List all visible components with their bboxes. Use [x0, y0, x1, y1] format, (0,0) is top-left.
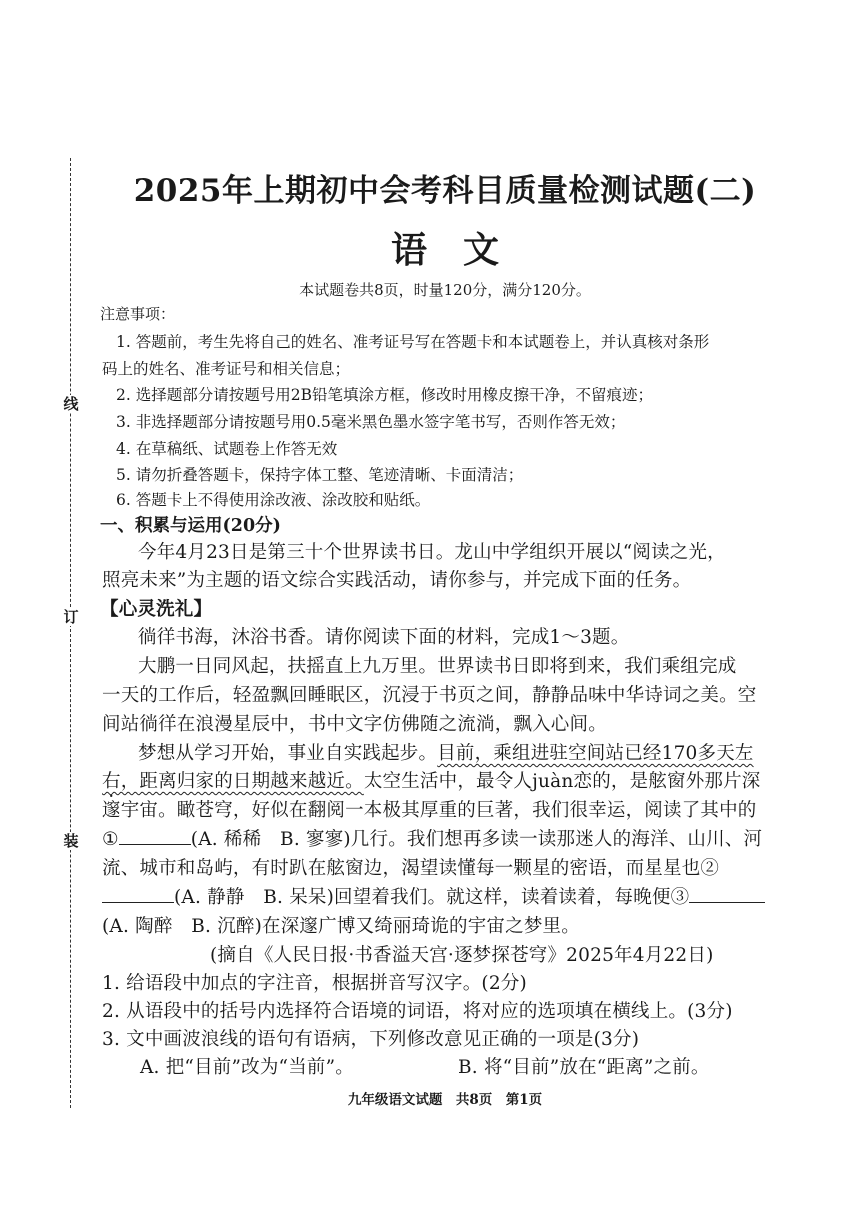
binding-line: [70, 158, 71, 1108]
option-b[interactable]: B. 将“目前”放在“距离”之前。: [458, 1057, 710, 1078]
passage-text: (A. 静静 B. 呆呆)回望着我们。就这样，读着读着，每晚便③: [174, 887, 690, 908]
page-footer: 九年级语文试题 共8页 第1页: [347, 1092, 543, 1108]
note-item: 1. 答题前，考生先将自己的姓名、准考证号写在答题卡和本试题卷上，并认真核对条形: [116, 333, 710, 351]
passage-source: (摘自《人民日报·书香溢天宫·逐梦探苍穹》2025年4月22日): [210, 945, 714, 966]
dotted-character: 邃: [102, 800, 121, 821]
passage-line: 流、城市和岛屿，有时趴在舷窗边，渴望读懂每一颗星的密语，而星星也②: [102, 858, 720, 879]
passage-text: 太空生活中，最令人juàn恋的，是舷窗外那片深: [363, 771, 761, 792]
wavy-sentence: 右，距离归家的日期越来越近。: [102, 771, 364, 792]
passage-line: [102, 825, 762, 851]
question-2: 2. 从语段中的括号内选择符合语境的词语，将对应的选项填在横线上。(3分): [102, 1001, 733, 1022]
note-item: 5. 请勿折叠答题卡，保持字体工整、笔迹清晰、卡面清洁；: [116, 466, 524, 484]
answer-blank[interactable]: [102, 886, 174, 903]
passage-line: [102, 796, 757, 822]
option-a[interactable]: A. 把“目前”改为“当前”。: [140, 1057, 354, 1078]
passage-line: [138, 739, 754, 765]
passage-line: [102, 883, 765, 909]
binding-mark-ding: 订: [63, 608, 79, 626]
answer-blank[interactable]: [119, 828, 191, 845]
intro-line: 照亮未来”为主题的语文综合实践活动，请你参与，并完成下面的任务。: [102, 570, 692, 591]
task-heading: 【心灵洗礼】: [100, 599, 213, 620]
passage-line: 大鹏一日同风起，扶摇直上九万里。世界读书日即将到来，我们乘组完成: [138, 656, 737, 677]
passage-line: 一天的工作后，轻盈飘回睡眠区，沉浸于书页之间，静静品味中华诗词之美。空: [102, 685, 757, 706]
notes-heading: 注意事项：: [100, 305, 176, 323]
passage-text: 宇宙。瞰苍穹，好似在翻阅一本极其厚重的巨著，我们很幸运，阅读了其中的: [120, 800, 757, 821]
note-item: 6. 答题卡上不得使用涂改液、涂改胶和贴纸。: [116, 491, 431, 509]
note-item: 2. 选择题部分请按题号用2B铅笔填涂方框，修改时用橡皮擦干净，不留痕迹；: [116, 386, 653, 404]
wavy-sentence: 目前，乘组进驻空间站已经170多天左: [437, 743, 754, 764]
blank-number: ①: [102, 829, 119, 850]
intro-line: 今年4月23日是第三十个世界读书日。龙山中学组织开展以“阅读之光，: [138, 542, 726, 563]
passage-text: (A. 稀稀 B. 寥寥)几行。我们想再多读一读那迷人的海洋、山川、河: [190, 829, 763, 850]
section-heading: 一、积累与运用(20分): [100, 516, 281, 536]
question-1: 1. 给语段中加点的字注音，根据拼音写汉字。(2分): [102, 973, 527, 994]
passage-line: 间站徜徉在浪漫星辰中，书中文字仿佛随之流淌，飘入心间。: [102, 714, 607, 735]
passage-text: 梦想从学习开始，事业自实践起步。: [138, 743, 438, 764]
subject-title: 语文: [390, 229, 535, 271]
note-item: 3. 非选择题部分请按题号用0.5毫米黑色墨水签字笔书写，否则作答无效；: [116, 413, 626, 431]
question-3: 3. 文中画波浪线的语句有语病，下列修改意见正确的一项是(3分): [102, 1029, 640, 1050]
passage-line: [102, 767, 761, 793]
exam-title: 2025年上期初中会考科目质量检测试题(二): [133, 173, 757, 209]
note-item: 码上的姓名、准考证号和相关信息；: [102, 360, 351, 378]
binding-mark-zhuang: 装: [63, 832, 79, 850]
exam-info: 本试题卷共8页，时量120分，满分120分。: [299, 281, 591, 299]
task-intro: 徜徉书海，沐浴书香。请你阅读下面的材料，完成1～3题。: [138, 627, 630, 648]
binding-mark-line: 线: [63, 395, 79, 413]
passage-line: (A. 陶醉 B. 沉醉)在深邃广博又绮丽琦诡的宇宙之梦里。: [102, 916, 580, 937]
note-item: 4. 在草稿纸、试题卷上作答无效: [116, 440, 338, 458]
answer-blank[interactable]: [689, 886, 765, 903]
